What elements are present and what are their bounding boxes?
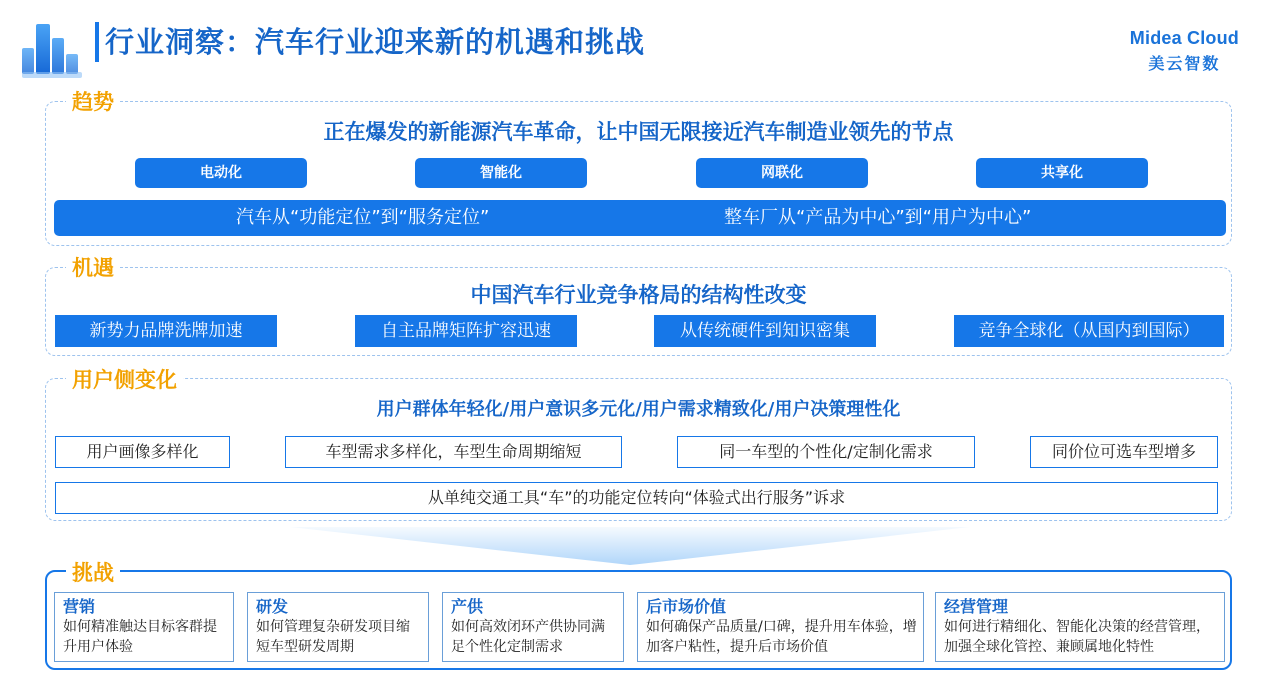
opportunity-item: 从传统硬件到知识密集 [654,315,876,347]
trend-shift-left: 汽车从“功能定位”到“服务定位” [236,207,490,228]
user-change-headline: 用户群体年轻化/用户意识多元化/用户需求精致化/用户决策理性化 [376,399,901,420]
challenge-card-title: 产供 [451,597,484,616]
trend-shift-right: 整车厂从“产品为中心”到“用户为中心” [724,207,1032,228]
user-change-summary: 从单纯交通工具“车”的功能定位转向“体验式出行服务”诉求 [55,482,1218,514]
title-accent-bar [95,22,99,62]
opportunity-item: 新势力品牌洗牌加速 [55,315,277,347]
challenge-card-text: 如何管理复杂研发项目缩短车型研发周期 [256,619,410,655]
challenge-card [935,592,1225,662]
challenge-card-title: 研发 [256,597,289,616]
trend-pill: 共享化 [976,158,1148,188]
challenge-card-text: 如何确保产品质量/口碑，提升用车体验，增加客户粘性，提升后市场价值 [646,619,917,655]
challenge-card [442,592,624,662]
challenge-card-title: 营销 [63,597,96,616]
user-change-item: 车型需求多样化，车型生命周期缩短 [285,436,622,468]
user-change-item: 用户画像多样化 [55,436,230,468]
user-change-item: 同一车型的个性化/定制化需求 [677,436,975,468]
opportunity-item: 竞争全球化（从国内到国际） [954,315,1224,347]
user-change-label: 用户侧变化 [66,368,183,392]
page-title: 行业洞察：汽车行业迎来新的机遇和挑战 [105,25,646,59]
funnel-arrow-icon [290,527,970,565]
challenge-card [247,592,429,662]
challenge-card-text: 如何进行精细化、智能化决策的经营管理，加强全球化管控、兼顾属地化特性 [944,619,1210,655]
brand-name-cn: 美云智数 [1148,54,1221,73]
brand-name-en: Midea Cloud [1129,28,1239,48]
challenge-card-title: 经营管理 [944,597,1009,616]
challenge-card [54,592,234,662]
opportunity-headline: 中国汽车行业竞争格局的结构性改变 [470,283,807,307]
opportunity-label: 机遇 [66,256,120,280]
trend-shift-bar [54,200,1226,236]
trend-pill: 电动化 [135,158,307,188]
user-change-item: 同价位可选车型增多 [1030,436,1218,468]
brand-logo [1130,28,1239,74]
opportunity-item: 自主品牌矩阵扩容迅速 [355,315,577,347]
trend-pill: 网联化 [696,158,868,188]
challenge-card-text: 如何高效闭环产供协同满足个性化定制需求 [451,619,605,655]
challenge-card [637,592,924,662]
trend-pill: 智能化 [415,158,587,188]
opportunity-section [45,267,1232,356]
challenge-card-title: 后市场价值 [646,597,727,616]
trend-label: 趋势 [66,90,120,114]
challenge-label: 挑战 [66,560,120,586]
trend-section [45,101,1232,246]
building-bars-icon [22,18,88,74]
trend-headline: 正在爆发的新能源汽车革命，让中国无限接近汽车制造业领先的节点 [323,120,954,144]
challenge-card-text: 如何精准触达目标客群提升用户体验 [63,619,217,655]
user-change-section [45,378,1232,521]
